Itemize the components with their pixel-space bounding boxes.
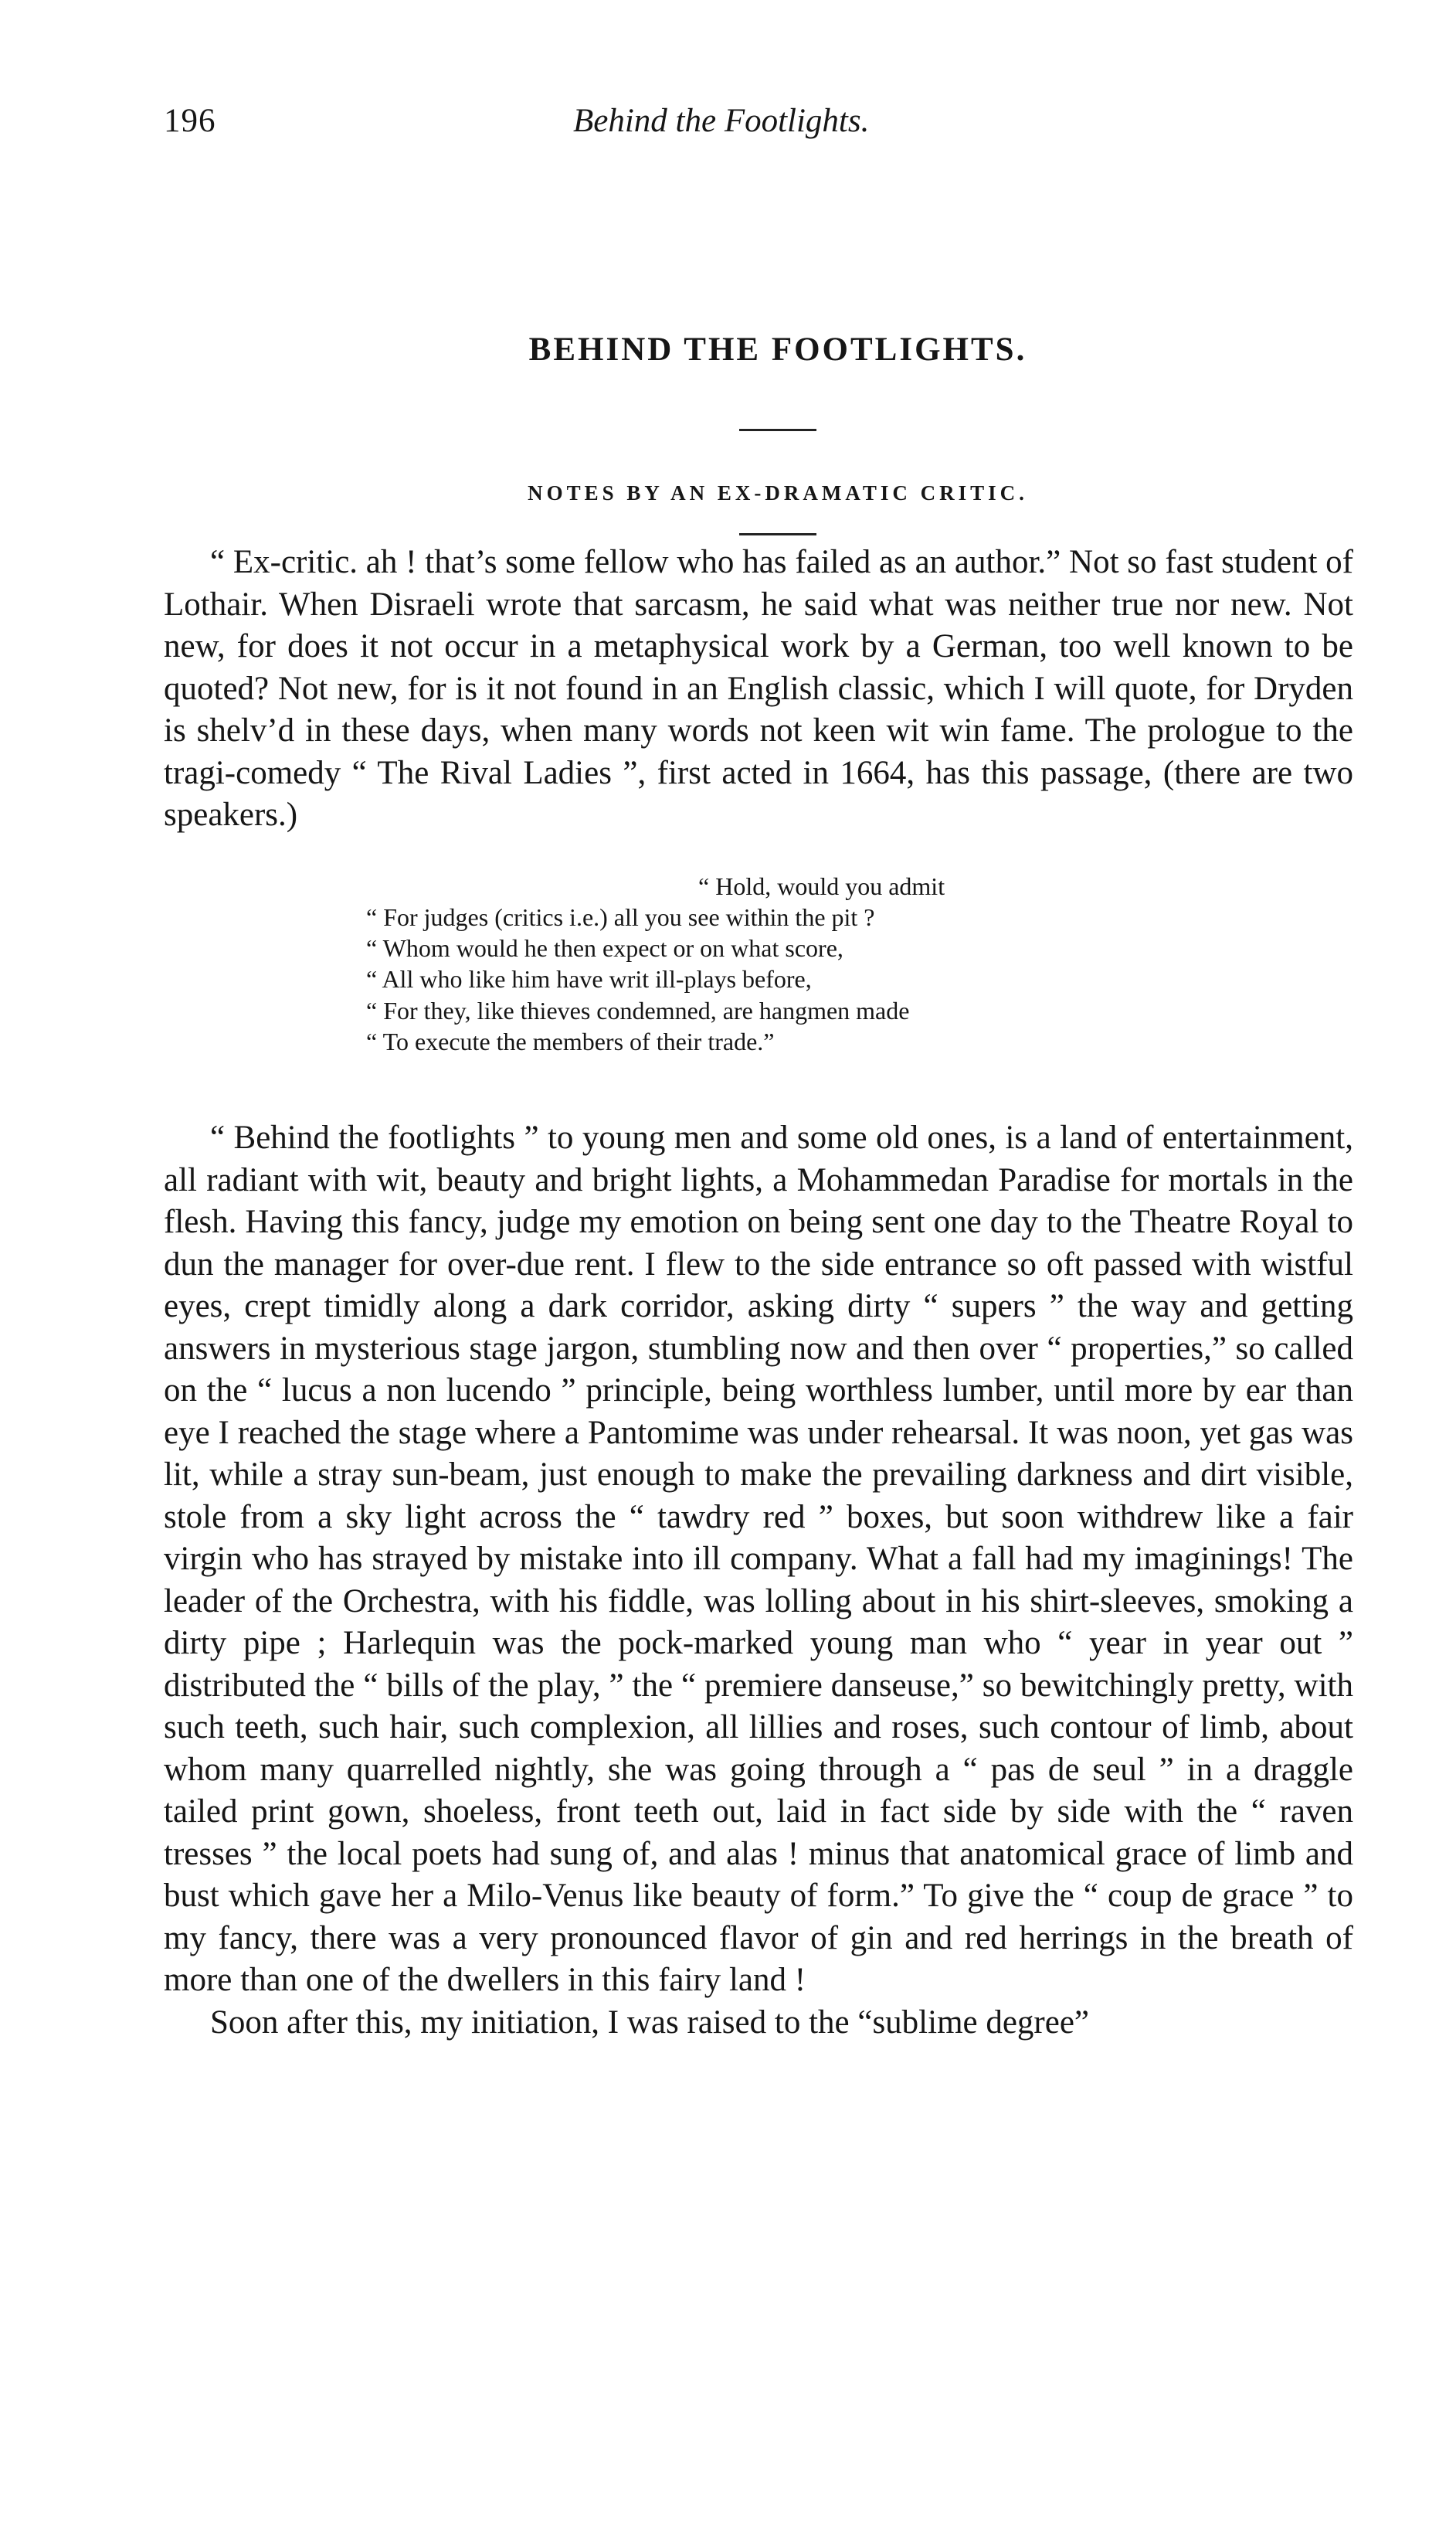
- running-head: [164, 85, 1353, 147]
- verse-line: “ To execute the members of their trade.”: [366, 1027, 775, 1055]
- verse-line: “ For they, like thieves condemned, are hangmen made: [366, 996, 910, 1025]
- paragraph-1: “ Ex-critic. ah ! that’s some fellow who has failed as an author.” Not so fast student of Lothair. When Disraeli wrote that sarcasm, he said what was neither true nor new. Not new, for does it not occur in a metaphysical work by a German, too well known to be quoted? Not new, for is it not found in an English classic, which I will quote, for Dryden is shelv’d in these days, when many words not keen wit win fame. The prologue to the tragi-comedy “ The Rival Ladies ”, first acted in 1664, has this passage, (there are two speakers.): [164, 544, 1353, 833]
- page-number: 196: [164, 103, 216, 139]
- subtitle-rule: [739, 533, 816, 535]
- verse-line: “ For judges (critics i.e.) all you see within the pit ?: [366, 902, 875, 931]
- verse-line: “ Whom would he then expect or on what score,: [366, 934, 843, 963]
- title-rule: [739, 429, 816, 431]
- article-subtitle: NOTES BY AN EX-DRAMATIC CRITIC.: [528, 481, 1028, 505]
- paragraph-2: “ Behind the footlights ” to young men and some old ones, is a land of entertainment, all radiant with wit, beauty and bright lights, a Mohammedan Paradise for mortals in the flesh. Having this fancy, judge my emotion on being sent one day to the Theatre Royal to dun the manager for over-due rent. I flew to the side entrance so oft passed with wistful eyes, crept timidly along a dark corridor, asking dirty “ supers ” the way and getting answers in mysterious stage jargon, stumbling now and then over “ properties,” so called on the “ lucus a non lucendo ” principle, being worthless lumber, until more by ear than eye I reached the stage where a Pantomime was under rehearsal. It was noon, yet gas was lit, while a stray sun-beam, just enough to make the prevailing darkness and dirt visible, stole from a sky light across the “ tawdry red ” boxes, but soon withdrew like a fair virgin who has strayed by mistake into ill company. What a fall had my imaginings! The leader of the Orchestra, with his fiddle, was lolling about in his shirt-sleeves, smoking a dirty pipe ; Harlequin was the pock-marked young man who “ year in year out ” distributed the “ bills of the play, ” the “ premiere danseuse,” so bewitchingly pretty, with such teeth, such hair, such complexion, all lillies and roses, such contour of limb, about whom many quarrelled nightly, she was going through a “ pas de seul ” in a draggle tailed print gown, shoeless, front teeth out, laid in fact side by side with the “ raven tresses ” the local poets had sung of, and alas ! minus that anatomical grace of limb and bust which gave her a Milo-Venus like beauty of form.” To give the “ coup de grace ” to my fancy, there was a very pronounced flavor of gin and red herrings in the breath of more than one of the dwellers in this fairy land !: [164, 1120, 1353, 1999]
- paragraph-3: Soon after this, my initiation, I was raised to the “sublime degree”: [210, 2004, 1090, 2041]
- verse-line: “ Hold, would you admit: [698, 872, 945, 900]
- verse-line: “ All who like him have writ ill-plays before,: [366, 965, 812, 994]
- verse-quotation: [164, 871, 1353, 1058]
- book-page: [164, 85, 1353, 2044]
- article-title: BEHIND THE FOOTLIGHTS.: [528, 331, 1027, 368]
- running-title: Behind the Footlights.: [573, 103, 870, 139]
